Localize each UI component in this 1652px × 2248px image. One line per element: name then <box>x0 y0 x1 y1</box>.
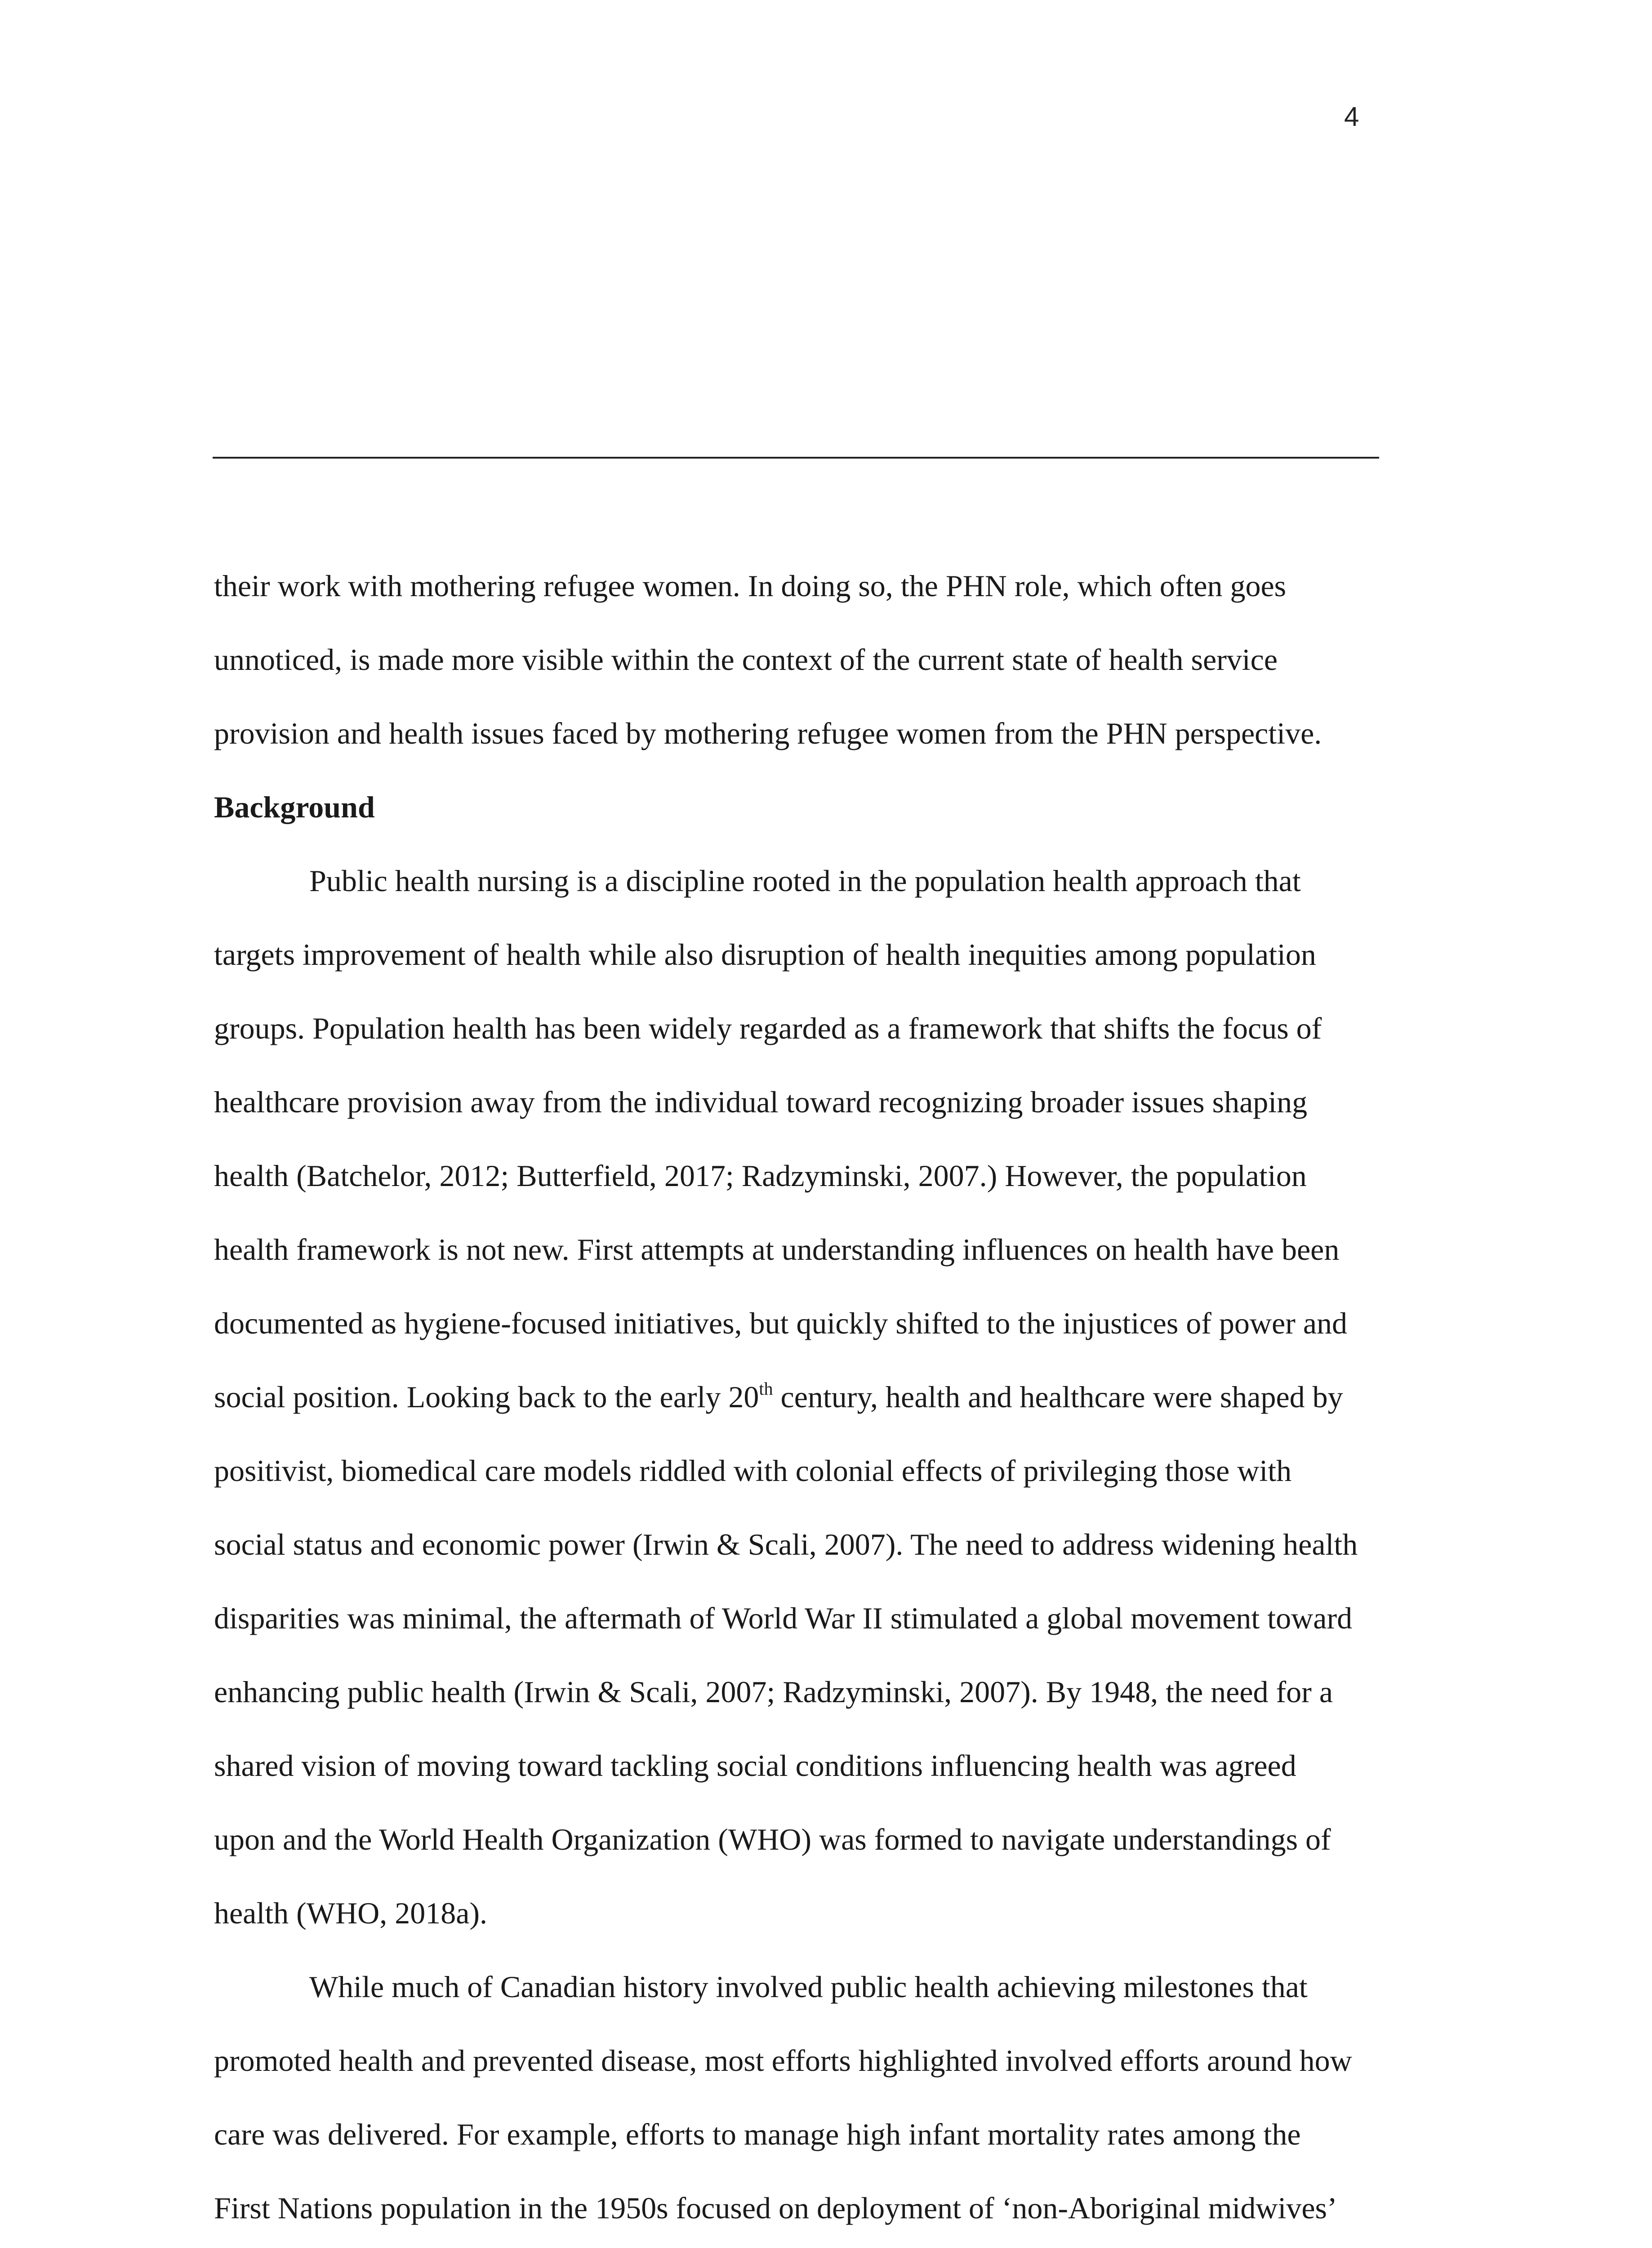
text-line: documented as hygiene-focused initiatives, but quickly shifted to the injustices of power and <box>214 1306 1348 1340</box>
text-line: shared vision of moving toward tackling social conditions influencing health was agreed <box>214 1748 1296 1783</box>
text-line: their work with mothering refugee women. In doing so, the PHN role, which often goes <box>214 569 1287 603</box>
text-segment: social position. Looking back to the early 20 <box>214 1380 759 1414</box>
text-line: upon and the World Health Organization (WHO) was formed to navigate understandings of <box>214 1822 1331 1856</box>
text-line: promoted health and prevented disease, most efforts highlighted involved efforts around how <box>214 2043 1352 2078</box>
text-line: First Nations population in the 1950s focused on deployment of ‘non-Aboriginal midwives’ <box>214 2191 1337 2225</box>
text-line: disparities was minimal, the aftermath of World War II stimulated a global movement toward <box>214 1601 1353 1635</box>
text-line: provision and health issues faced by mothering refugee women from the PHN perspective. <box>214 716 1322 750</box>
text-segment: century, health and healthcare were shaped by <box>773 1380 1343 1414</box>
page-number: 4 <box>1344 102 1359 132</box>
text-line: health framework is not new. First attempts at understanding influences on health have been <box>214 1232 1340 1267</box>
paragraph-first-line: While much of Canadian history involved public health achieving milestones that <box>309 1970 1308 2004</box>
text-line: positivist, biomedical care models riddled with colonial effects of privileging those with <box>214 1454 1292 1488</box>
text-line: unnoticed, is made more visible within the context of the current state of health service <box>214 642 1278 677</box>
header-rule <box>213 457 1379 459</box>
paragraph-first-line: Public health nursing is a discipline rooted in the population health approach that <box>309 864 1301 898</box>
text-line: enhancing public health (Irwin & Scali, 2007; Radzyminski, 2007). By 1948, the need for a <box>214 1675 1333 1709</box>
text-line: social status and economic power (Irwin & Scali, 2007). The need to address widening health <box>214 1527 1358 1561</box>
text-line <box>214 1378 1437 1452</box>
text-line: care was delivered. For example, efforts to manage high infant mortality rates among the <box>214 2117 1301 2151</box>
text-line: health (WHO, 2018a). <box>214 1896 488 1930</box>
section-heading: Background <box>214 790 375 824</box>
body-text <box>214 567 1437 2248</box>
superscript: th <box>759 1378 773 1399</box>
text-line: groups. Population health has been widely regarded as a framework that shifts the focus of <box>214 1011 1322 1045</box>
text-line: targets improvement of health while also disruption of health inequities among population <box>214 937 1316 972</box>
text-line: healthcare provision away from the individual toward recognizing broader issues shaping <box>214 1085 1308 1119</box>
text-line: health (Batchelor, 2012; Butterfield, 2017; Radzyminski, 2007.) However, the population <box>214 1159 1307 1193</box>
